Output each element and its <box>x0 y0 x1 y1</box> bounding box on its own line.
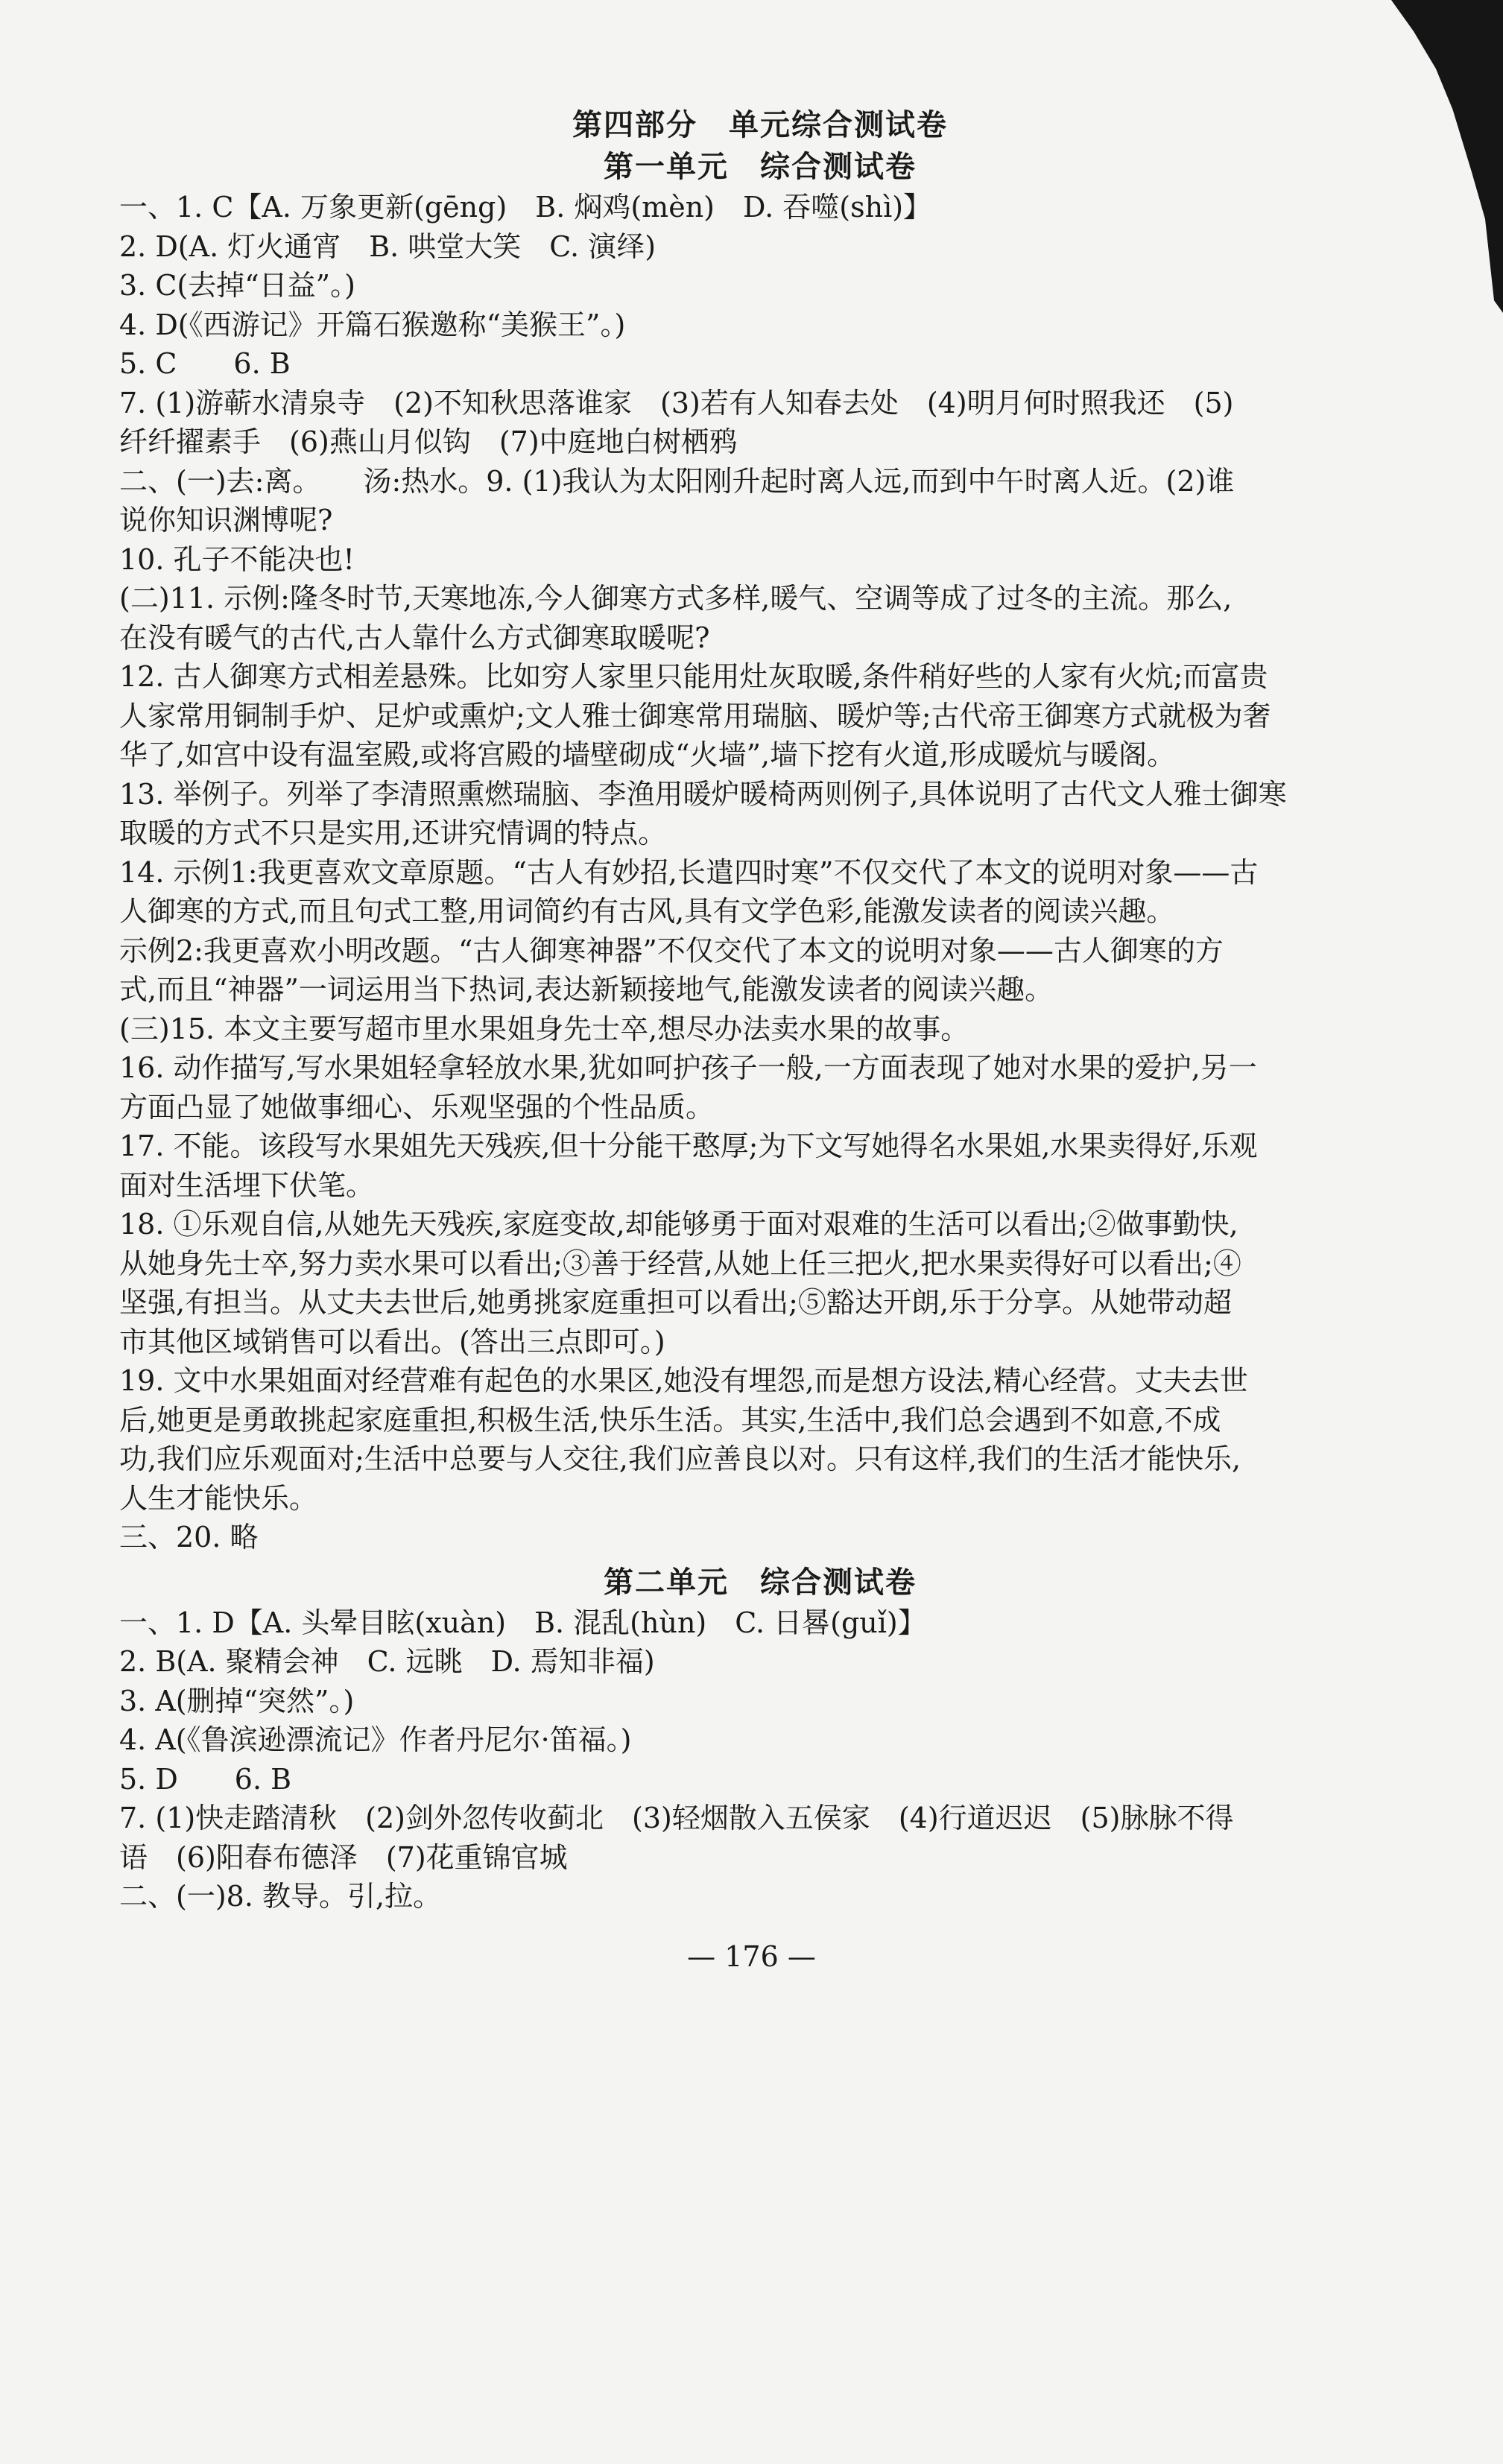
answer-line: 12. 古人御寒方式相差悬殊。比如穷人家里只能用灶灰取暖,条件稍好些的人家有火炕;而富贵 <box>119 660 1268 693</box>
answer-line: (三)15. 本文主要写超市里水果姐身先士卒,想尽办法卖水果的故事。 <box>119 1012 969 1045</box>
answer-line: 取暖的方式不只是实用,还讲究情调的特点。 <box>119 817 667 849</box>
answer-line: 14. 示例1:我更喜欢文章原题。“古人有妙招,长遣四时寒”不仅交代了本文的说明对象——古 <box>119 855 1259 889</box>
answer-line: 7. (1)快走踏清秋 (2)剑外忽传收蓟北 (3)轻烟散入五侯家 (4)行道迟迟 (5)脉脉不得 <box>119 1802 1234 1834</box>
answer-line: 后,她更是勇敢挑起家庭重担,积极生活,快乐生活。其实,生活中,我们总会遇到不如意,不成 <box>119 1403 1221 1437</box>
answer-line: 示例2:我更喜欢小明改题。“古人御寒神器”不仅交代了本文的说明对象——古人御寒的方 <box>119 934 1224 967</box>
unit2-title: 第二单元 综合测试卷 <box>604 1564 917 1600</box>
answer-line: 在没有暖气的古代,古人靠什么方式御寒取暖呢? <box>119 621 710 654</box>
answer-line: 7. (1)游蕲水清泉寺 (2)不知秋思落谁家 (3)若有人知春去处 (4)明月何时照我还 (5) <box>119 386 1234 419</box>
unit1-answers <box>119 188 1401 1557</box>
answer-line: 4. D(《西游记》开篇石猴邀称“美猴王”。) <box>119 308 626 341</box>
answer-line: 5. C 6. B <box>119 347 291 380</box>
unit2-answers <box>119 1603 1401 1916</box>
answer-line: 说你知识渊博呢? <box>119 504 333 536</box>
answer-line: 从她身先士卒,努力卖水果可以看出;③善于经营,从她上任三把火,把水果卖得好可以看出;④ <box>119 1247 1241 1280</box>
answer-line: 13. 举例子。列举了李清照熏燃瑞脑、李渔用暖炉暖椅两则例子,具体说明了古代文人雅士御寒 <box>119 777 1287 811</box>
answer-line: 2. D(A. 灯火通宵 B. 哄堂大笑 C. 演绎) <box>119 229 656 263</box>
answer-line: 华了,如宫中设有温室殿,或将宫殿的墙壁砌成“火墙”,墙下挖有火道,形成暖炕与暖阁。 <box>119 738 1176 771</box>
answer-line: 17. 不能。该段写水果姐先天残疾,但十分能干憨厚;为下文写她得名水果姐,水果卖得好,乐观 <box>119 1130 1258 1162</box>
answer-line: 二、(一)8. 教导。引,拉。 <box>119 1880 442 1913</box>
answer-line: 3. A(删掉“突然”。) <box>119 1684 355 1717</box>
answer-line: 人家常用铜制手炉、足炉或熏炉;文人雅士御寒常用瑞脑、暖炉等;古代帝王御寒方式就极为奢 <box>119 699 1271 732</box>
answer-line: 人御寒的方式,而且句式工整,用词简约有古风,具有文学色彩,能激发读者的阅读兴趣。 <box>119 895 1175 928</box>
answer-line: 功,我们应乐观面对;生活中总要与人交往,我们应善良以对。只有这样,我们的生活才能快乐, <box>119 1442 1241 1475</box>
answer-line: 一、1. D【A. 头晕目眩(xuàn) B. 混乱(hùn) C. 日晷(guǐ)】 <box>119 1606 926 1639</box>
answer-line: 二、(一)去:离。 汤:热水。9. (1)我认为太阳刚升起时离人远,而到中午时离人近。(2)谁 <box>119 464 1235 498</box>
answer-line: 市其他区域销售可以看出。(答出三点即可。) <box>119 1325 665 1358</box>
answer-line: 19. 文中水果姐面对经营难有起色的水果区,她没有埋怨,而是想方设法,精心经营。丈夫去世 <box>119 1364 1248 1397</box>
unit1-title: 第一单元 综合测试卷 <box>604 149 917 184</box>
answer-line: 语 (6)阳春布德泽 (7)花重锦官城 <box>119 1840 568 1874</box>
page-number: — 176 — <box>687 1940 816 1973</box>
scan-shadow <box>1391 0 1503 313</box>
answer-line: 三、20. 略 <box>119 1521 259 1554</box>
answer-line: 3. C(去掉“日益”。) <box>119 269 355 302</box>
answer-line: 纤纤擢素手 (6)燕山月似钩 (7)中庭地白树栖鸦 <box>119 425 738 458</box>
answer-page <box>119 104 1401 1916</box>
answer-line: 一、1. C【A. 万象更新(gēng) B. 焖鸡(mèn) D. 吞噬(shì)】 <box>119 191 932 224</box>
answer-line: 18. ①乐观自信,从她先天残疾,家庭变故,却能够勇于面对艰难的生活可以看出;②做事勤快, <box>119 1208 1238 1241</box>
answer-line: 人生才能快乐。 <box>119 1481 318 1515</box>
answer-line: 10. 孔子不能决也! <box>119 542 355 576</box>
answer-line: 16. 动作描写,写水果姐轻拿轻放水果,犹如呵护孩子一般,一方面表现了她对水果的爱护,另一 <box>119 1051 1257 1084</box>
answer-line: 2. B(A. 聚精会神 C. 远眺 D. 焉知非福) <box>119 1645 655 1678</box>
answer-line: 面对生活埋下伏笔。 <box>119 1168 375 1202</box>
answer-line: 5. D 6. B <box>119 1762 292 1796</box>
answer-line: 式,而且“神器”一词运用当下热词,表达新颖接地气,能激发读者的阅读兴趣。 <box>119 973 1054 1006</box>
answer-line: 4. A(《鲁滨逊漂流记》作者丹尼尔·笛福。) <box>119 1723 632 1756</box>
answer-line: 方面凸显了她做事细心、乐观坚强的个性品质。 <box>119 1090 715 1124</box>
answer-line: (二)11. 示例:隆冬时节,天寒地冻,今人御寒方式多样,暖气、空调等成了过冬的主流。那么, <box>119 582 1233 615</box>
part-title: 第四部分 单元综合测试卷 <box>572 107 948 142</box>
answer-line: 坚强,有担当。从丈夫去世后,她勇挑家庭重担可以看出;⑤豁达开朗,乐于分享。从她带动超 <box>119 1286 1233 1319</box>
